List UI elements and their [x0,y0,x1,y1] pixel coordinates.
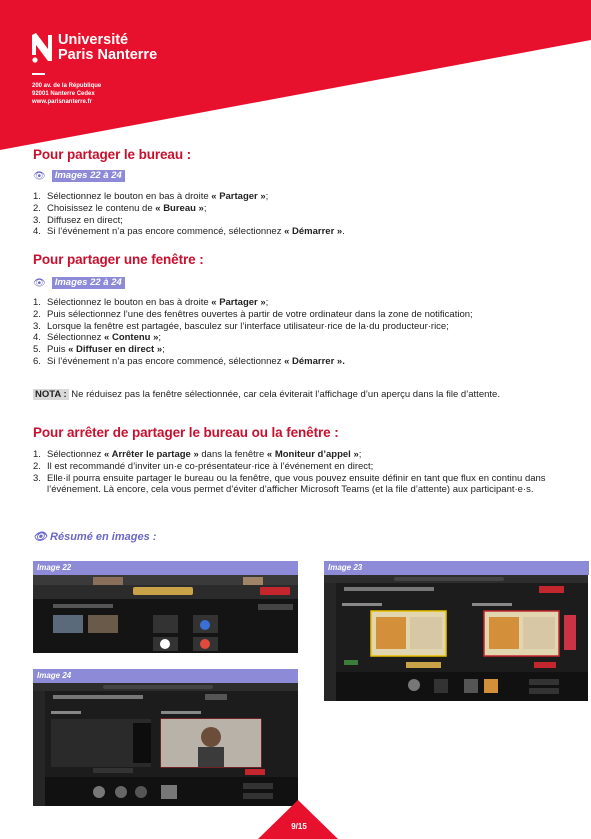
images-reference [33,277,125,289]
logo-underline [32,73,45,75]
logo-mark-icon [32,33,52,63]
step-text: Elle·il pourra ensuite partager le bureau ou la fenêtre, que vous pouvez ensuite définir en tant que flux en continu dans l’événement. Là encore, cela vous permet d’éviter d’afficher Microsoft Teams (et la file d’attente) aux participant·e·s. [47,472,546,496]
university-logo [32,33,157,63]
step-text: ; [158,332,162,344]
section-title-stop-sharing: Pour arrêter de partager le bureau ou la fenêtre : [33,425,339,440]
note-label: NOTA : [35,389,67,400]
step-number: 3. [33,472,41,484]
step-number: 1. [33,449,41,460]
teams-producer-view-illustration [324,575,588,701]
address-website: www.parisnanterre.fr [32,99,92,105]
step-item [33,332,563,344]
images-reference [33,170,125,182]
step-item [33,321,563,333]
step-text: « Bureau » [155,202,204,214]
note-block [33,389,561,402]
step-text: ; [265,191,269,202]
section-title-share-desktop: Pour partager le bureau : [33,147,192,162]
step-text: Sélectionnez [47,449,105,460]
step-number: 3. [33,214,41,226]
step-text: « Moniteur d’appel » [266,449,359,460]
step-number: 2. [33,202,41,214]
step-text: Sélectionnez le bouton en bas à droite [47,297,212,308]
step-text: Sélectionnez [47,332,105,344]
images-tag: Images 22 à 24 [52,170,125,182]
step-item [33,461,563,473]
step-text: Puis [47,344,69,356]
step-item [33,449,563,461]
step-text: « Démarrer » [284,226,343,238]
section-title-share-window: Pour partager une fenêtre : [33,252,204,267]
step-text: ; [162,344,165,356]
image-24-title: Image 24 [33,669,298,683]
header-banner [0,0,591,150]
step-text: « Contenu » [104,332,159,344]
step-text: « Partager » [211,297,266,308]
summary-title [33,530,156,543]
step-item [33,226,563,238]
image-23-title: Image 23 [324,561,589,575]
step-text: Choisissez le contenu de [47,202,156,214]
step-number: 2. [33,308,41,320]
note-text: Ne réduisez pas la fenêtre sélectionnée, car cela éviterait l’affichage d’un aperçu dans la file d’attente. [68,389,500,400]
step-text: Puis sélectionnez l’une des fenêtres ouvertes à partir de votre ordinateur dans la zone de notification; [47,308,473,320]
step-number: 2. [33,460,41,472]
address-line-2: 92001 Nanterre Cedex [32,91,95,97]
page-number: 9/15 [291,822,307,831]
step-text: Lorsque la fenêtre est partagée, basculez sur l’interface utilisateur·rice de la·du producteur·rice; [47,320,449,332]
images-tag: Images 22 à 24 [52,277,125,289]
step-item [33,203,563,215]
eye-icon: 👁 [33,277,46,289]
step-text: « Diffuser en direct » [68,344,163,356]
eye-icon: 👁 [33,170,46,182]
step-text: ; [358,449,362,460]
address-line-1: 200 av. de la République [32,83,102,89]
step-number: 3. [33,320,41,332]
image-22-screenshot [33,575,298,653]
step-number: 1. [33,191,41,202]
step-number: 5. [33,344,41,356]
step-text: . [342,226,345,238]
step-number: 4. [33,226,41,238]
address-block [32,82,101,106]
step-item [33,356,563,368]
step-text: Il est recommandé d’inviter un·e co-présentateur·rice à l’événement en direct; [47,460,374,472]
step-item [33,297,563,309]
step-number: 6. [33,355,41,367]
steps-list-share-desktop [33,191,563,238]
step-text: Si l’événement n’a pas encore commencé, sélectionnez [47,226,285,238]
image-22-title: Image 22 [33,561,298,575]
teams-share-tray-illustration [33,575,298,653]
step-text: « Démarrer ». [284,355,345,367]
step-item [33,473,563,497]
logo-line-2: Paris Nanterre [58,47,158,63]
eye-icon: 👁 [33,531,47,543]
step-text: dans la fenêtre [198,449,267,460]
step-item [33,309,563,321]
step-text: ; [265,297,269,308]
steps-list-share-window [33,297,563,368]
steps-list-stop-sharing [33,449,563,496]
step-text: « Arrêter le partage » [104,449,199,460]
step-text: « Partager » [211,191,266,202]
step-item [33,191,563,203]
step-text: Diffusez en direct; [47,214,123,226]
image-24-screenshot [33,683,298,806]
step-item [33,215,563,227]
step-text: Si l’événement n’a pas encore commencé, sélectionnez [47,355,285,367]
step-text: Sélectionnez le bouton en bas à droite [47,191,212,202]
teams-content-view-illustration [33,683,298,806]
image-23-screenshot [324,575,588,701]
step-item [33,344,563,356]
step-text: ; [203,202,207,214]
footer-triangle [258,800,338,839]
logo-line-1: Université [58,32,129,48]
step-number: 1. [33,297,41,308]
step-number: 4. [33,332,41,344]
summary-title-text: Résumé en images : [50,531,157,543]
